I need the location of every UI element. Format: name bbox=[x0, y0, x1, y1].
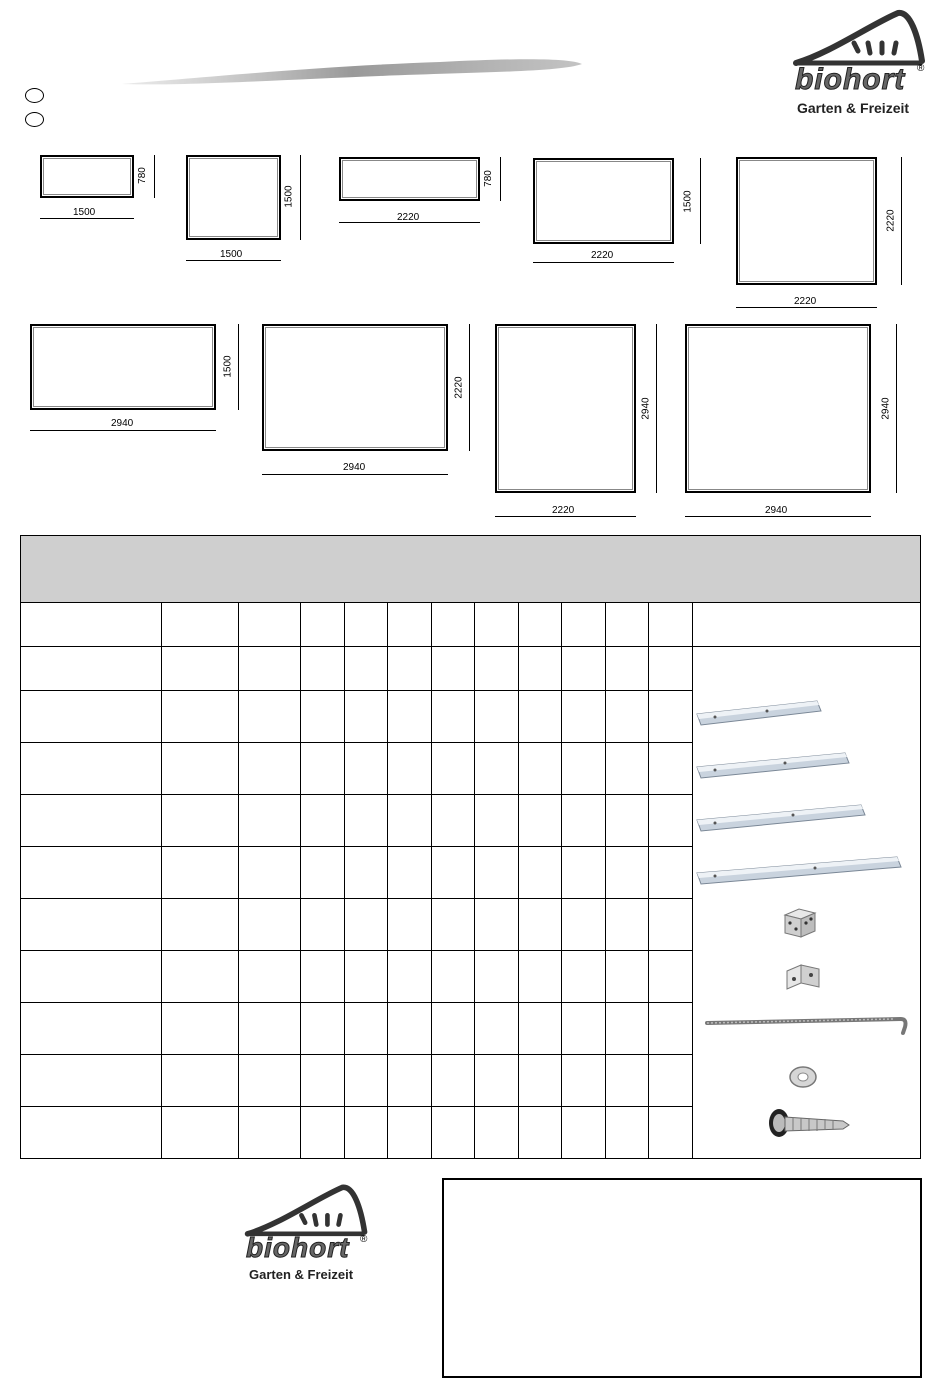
frame-2940x2220 bbox=[262, 324, 448, 451]
dim-line-width bbox=[533, 262, 674, 263]
logo-registered: ® bbox=[360, 1234, 368, 1245]
dim-line-height bbox=[901, 157, 902, 285]
dim-line-height bbox=[469, 324, 470, 451]
dim-label-height: 2220 bbox=[885, 209, 897, 232]
angle-bracket-icon bbox=[787, 965, 819, 989]
dim-line-width bbox=[685, 516, 871, 517]
title-brush-stroke bbox=[120, 52, 590, 92]
dim-label-height: 1500 bbox=[682, 190, 694, 213]
frame-1500x1500 bbox=[186, 155, 281, 240]
dim-label-width: 2220 bbox=[552, 505, 575, 516]
dim-line-height bbox=[238, 324, 239, 410]
dim-line-height bbox=[154, 155, 155, 198]
dim-label-height: 2220 bbox=[453, 376, 465, 399]
dim-label-width: 2220 bbox=[591, 250, 614, 261]
language-marker-2 bbox=[25, 112, 44, 127]
dim-line-width bbox=[186, 260, 281, 261]
dim-label-width: 2940 bbox=[343, 462, 366, 473]
frame-2940x2940 bbox=[685, 324, 871, 493]
notes-box bbox=[442, 1178, 922, 1378]
dim-label-width: 2940 bbox=[765, 505, 788, 516]
logo-wordmark: biohort bbox=[246, 1232, 350, 1263]
parts-table bbox=[20, 535, 921, 1159]
dim-label-height: 1500 bbox=[283, 185, 295, 208]
washer-icon bbox=[790, 1067, 816, 1087]
screw-icon bbox=[769, 1109, 849, 1137]
dim-line-width bbox=[262, 474, 448, 475]
dim-label-width: 2220 bbox=[397, 212, 420, 223]
dim-line-height bbox=[896, 324, 897, 493]
dim-label-height: 1500 bbox=[222, 355, 234, 378]
dim-line-width bbox=[40, 218, 134, 219]
table-header bbox=[21, 536, 921, 603]
dim-label-height: 2940 bbox=[880, 397, 892, 420]
dim-label-width: 2940 bbox=[111, 418, 134, 429]
dim-line-width bbox=[495, 516, 636, 517]
dim-label-height: 2940 bbox=[640, 397, 652, 420]
logo-registered: ® bbox=[917, 63, 925, 74]
rail-xlong-icon bbox=[697, 857, 901, 884]
frame-1500x780 bbox=[40, 155, 134, 198]
frame-2940x1500 bbox=[30, 324, 216, 410]
parts-illustrations bbox=[693, 647, 920, 1155]
dim-label-height: 780 bbox=[482, 170, 494, 187]
dim-label-width: 1500 bbox=[73, 207, 96, 218]
brand-logo-bottom bbox=[238, 1180, 378, 1285]
logo-tagline: Garten & Freizeit bbox=[797, 100, 910, 116]
dim-line-height bbox=[700, 158, 701, 244]
dim-label-height: 780 bbox=[136, 167, 148, 184]
rail-medium-icon bbox=[697, 753, 849, 778]
dim-line-height bbox=[656, 324, 657, 493]
brand-logo-top bbox=[785, 5, 935, 120]
table-column-header-row bbox=[21, 603, 921, 647]
dim-label-width: 2220 bbox=[794, 296, 817, 307]
logo-tagline: Garten & Freizeit bbox=[249, 1267, 354, 1282]
frame-2220x1500 bbox=[533, 158, 674, 244]
frame-2220x780 bbox=[339, 157, 480, 201]
dim-line-width bbox=[736, 307, 877, 308]
language-marker-1 bbox=[25, 88, 44, 103]
frame-2220x2220 bbox=[736, 157, 877, 285]
parts-illustration-cell bbox=[693, 647, 921, 1159]
dim-label-width: 1500 bbox=[220, 249, 243, 260]
table-row bbox=[21, 647, 921, 691]
ground-anchor-icon bbox=[707, 1019, 906, 1033]
dim-line-height bbox=[300, 155, 301, 240]
frame-2220x2940 bbox=[495, 324, 636, 493]
rail-short-icon bbox=[697, 701, 821, 725]
dim-line-height bbox=[500, 157, 501, 201]
dim-line-width bbox=[30, 430, 216, 431]
corner-connector-icon bbox=[785, 909, 815, 937]
rail-long-icon bbox=[697, 805, 865, 831]
logo-wordmark: biohort bbox=[795, 63, 906, 96]
